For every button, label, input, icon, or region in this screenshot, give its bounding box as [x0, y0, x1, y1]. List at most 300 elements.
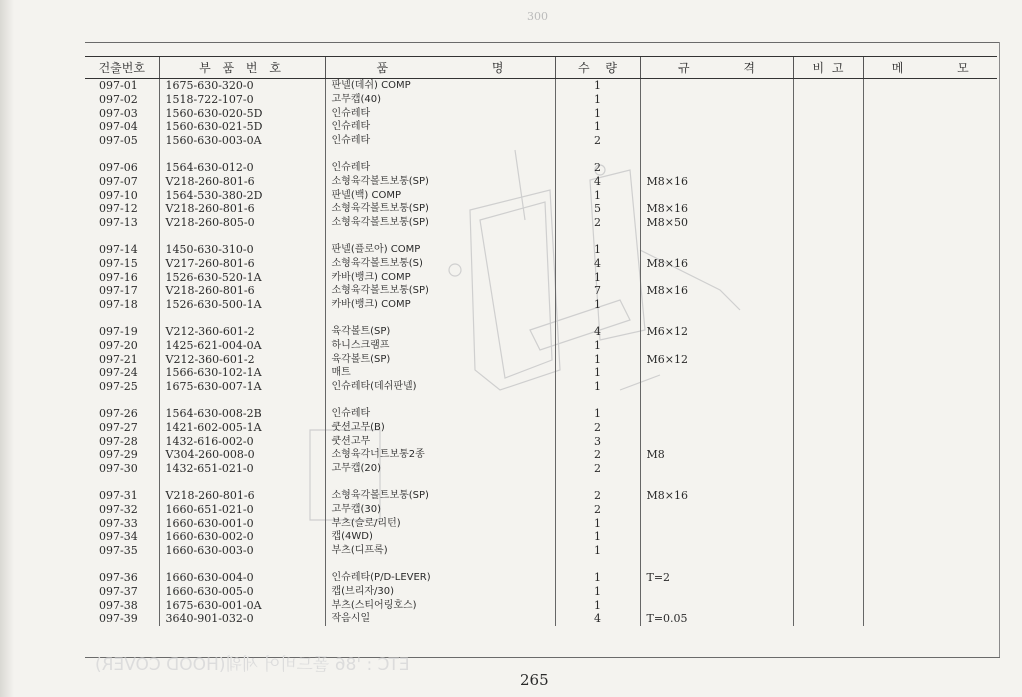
cell-part-number: 1560-630-020-5D	[159, 107, 325, 121]
spacer-cell	[793, 230, 863, 243]
cell-memo	[863, 298, 997, 312]
cell-code: 097-24	[99, 366, 138, 380]
cell-part-number: 1432-616-002-0	[159, 435, 325, 449]
cell-quantity: 4	[555, 612, 640, 626]
cell-quantity: 1	[555, 79, 640, 93]
cell-memo	[863, 353, 997, 367]
table-row	[85, 175, 997, 189]
cell-code: 097-02	[99, 92, 138, 106]
cell-code: 097-19	[99, 324, 138, 338]
table-row	[85, 489, 997, 503]
table-row	[85, 120, 997, 134]
table-row	[85, 79, 997, 93]
table-row	[85, 107, 997, 121]
cell-code: 097-30	[99, 462, 138, 476]
catalog-page	[85, 42, 1000, 662]
cell-part-name: 부츠(스티어링호스)	[325, 599, 555, 613]
cell-spec: M8×50	[640, 216, 793, 230]
cell-code: 097-34	[99, 530, 138, 544]
spacer-cell	[863, 476, 997, 489]
cell-part-number: 1526-630-500-1A	[159, 298, 325, 312]
table-row	[85, 271, 997, 285]
cell-part-name: 소형육각볼트보통(SP)	[325, 489, 555, 503]
cell-quantity: 1	[555, 93, 640, 107]
spacer-cell	[85, 476, 159, 489]
cell-part-name: 인슈레타(데쉬판넬)	[325, 380, 555, 394]
cell-spec: M6×12	[640, 325, 793, 339]
spacer-cell	[863, 394, 997, 407]
group-spacer	[85, 230, 997, 243]
cell-remarks	[793, 202, 863, 216]
cell-memo	[863, 175, 997, 189]
cell-part-number: 1564-530-380-2D	[159, 189, 325, 203]
cell-remarks	[793, 571, 863, 585]
table-row	[85, 407, 997, 421]
cell-remarks	[793, 544, 863, 558]
cell-quantity: 2	[555, 421, 640, 435]
scan-edge-shadow	[0, 0, 14, 697]
footer-caption-mirrored: ETC : '86 폴드비어 세웨(HOOD COVER)	[95, 655, 410, 675]
page-frame-top	[85, 42, 1000, 43]
cell-part-name: 소형육각볼트보통(SP)	[325, 175, 555, 189]
cell-memo	[863, 202, 997, 216]
cell-memo	[863, 93, 997, 107]
cell-quantity: 7	[555, 284, 640, 298]
cell-remarks	[793, 407, 863, 421]
cell-part-name: 고무캡(40)	[325, 93, 555, 107]
cell-memo	[863, 284, 997, 298]
spacer-cell	[555, 230, 640, 243]
spacer-cell	[325, 230, 555, 243]
cell-quantity: 1	[555, 353, 640, 367]
cell-remarks	[793, 107, 863, 121]
cell-spec	[640, 435, 793, 449]
cell-part-number: V212-360-601-2	[159, 353, 325, 367]
cell-remarks	[793, 462, 863, 476]
cell-memo	[863, 120, 997, 134]
spacer-cell	[555, 394, 640, 407]
cell-memo	[863, 107, 997, 121]
cell-remarks	[793, 120, 863, 134]
cell-quantity: 1	[555, 571, 640, 585]
cell-spec	[640, 161, 793, 175]
cell-remarks	[793, 93, 863, 107]
table-row	[85, 421, 997, 435]
cell-memo	[863, 189, 997, 203]
cell-part-number: 1432-651-021-0	[159, 462, 325, 476]
group-spacer	[85, 312, 997, 325]
cell-memo	[863, 489, 997, 503]
cell-remarks	[793, 284, 863, 298]
spacer-cell	[640, 476, 793, 489]
spacer-cell	[85, 394, 159, 407]
spacer-cell	[640, 558, 793, 571]
cell-part-name: 판넬(백) COMP	[325, 189, 555, 203]
cell-code: 097-03	[99, 106, 138, 120]
cell-memo	[863, 462, 997, 476]
cell-memo	[863, 380, 997, 394]
cell-quantity: 2	[555, 216, 640, 230]
cell-part-number: 1526-630-520-1A	[159, 271, 325, 285]
spacer-cell	[159, 312, 325, 325]
cell-part-number: 1660-630-001-0	[159, 517, 325, 531]
cell-part-number: 1660-630-005-0	[159, 585, 325, 599]
cell-spec	[640, 271, 793, 285]
cell-spec	[640, 134, 793, 148]
cell-code: 097-36	[99, 570, 138, 584]
table-row	[85, 202, 997, 216]
cell-memo	[863, 530, 997, 544]
cell-remarks	[793, 421, 863, 435]
cell-part-name: 매트	[325, 366, 555, 380]
cell-code: 097-20	[99, 338, 138, 352]
cell-part-name: 판넬(데쉬) COMP	[325, 79, 555, 93]
cell-quantity: 4	[555, 325, 640, 339]
cell-remarks	[793, 339, 863, 353]
table-row	[85, 284, 997, 298]
group-spacer	[85, 148, 997, 161]
cell-spec	[640, 585, 793, 599]
spacer-cell	[85, 148, 159, 161]
cell-part-name: 인슈레타	[325, 161, 555, 175]
spacer-cell	[640, 230, 793, 243]
table-row	[85, 571, 997, 585]
header-spec: 규 격	[640, 57, 793, 79]
spacer-cell	[555, 148, 640, 161]
cell-part-name: 쿳션고무(B)	[325, 421, 555, 435]
cell-code: 097-38	[99, 598, 138, 612]
cell-part-name: 소형육각너트보통2종	[325, 448, 555, 462]
table-row	[85, 189, 997, 203]
cell-remarks	[793, 134, 863, 148]
cell-code: 097-05	[99, 134, 138, 148]
cell-part-number: 1675-630-001-0A	[159, 599, 325, 613]
spacer-cell	[85, 230, 159, 243]
cell-spec	[640, 530, 793, 544]
cell-spec	[640, 599, 793, 613]
cell-code: 097-18	[99, 298, 138, 312]
cell-part-number: 1560-630-003-0A	[159, 134, 325, 148]
table-row	[85, 544, 997, 558]
table-row	[85, 612, 997, 626]
cell-code: 097-27	[99, 420, 138, 434]
spacer-cell	[863, 148, 997, 161]
cell-quantity: 2	[555, 462, 640, 476]
spacer-cell	[640, 148, 793, 161]
cell-code: 097-15	[99, 256, 138, 270]
cell-memo	[863, 216, 997, 230]
cell-remarks	[793, 257, 863, 271]
cell-quantity: 1	[555, 544, 640, 558]
cell-remarks	[793, 243, 863, 257]
cell-code: 097-32	[99, 502, 138, 516]
cell-part-number: 1560-630-021-5D	[159, 120, 325, 134]
group-spacer	[85, 558, 997, 571]
cell-spec	[640, 421, 793, 435]
cell-quantity: 1	[555, 366, 640, 380]
cell-remarks	[793, 585, 863, 599]
cell-part-number: 1660-651-021-0	[159, 503, 325, 517]
cell-remarks	[793, 216, 863, 230]
cell-part-name: 소형육각볼트보통(SP)	[325, 216, 555, 230]
spacer-cell	[793, 558, 863, 571]
cell-quantity: 1	[555, 380, 640, 394]
cell-part-name: 고무캡(30)	[325, 503, 555, 517]
cell-memo	[863, 612, 997, 626]
cell-spec	[640, 407, 793, 421]
cell-code: 097-33	[99, 516, 138, 530]
cell-remarks	[793, 161, 863, 175]
cell-quantity: 1	[555, 599, 640, 613]
table-row	[85, 216, 997, 230]
cell-spec: T=2	[640, 571, 793, 585]
cell-part-number: 1564-630-012-0	[159, 161, 325, 175]
spacer-cell	[863, 230, 997, 243]
cell-memo	[863, 448, 997, 462]
cell-memo	[863, 571, 997, 585]
cell-part-number: 3640-901-032-0	[159, 612, 325, 626]
spacer-cell	[863, 558, 997, 571]
cell-part-number: 1425-621-004-0A	[159, 339, 325, 353]
cell-memo	[863, 585, 997, 599]
cell-code: 097-37	[99, 584, 138, 598]
cell-part-number: V218-260-801-6	[159, 202, 325, 216]
spacer-cell	[793, 312, 863, 325]
cell-quantity: 1	[555, 339, 640, 353]
page-number: 265	[520, 671, 549, 689]
spacer-cell	[85, 558, 159, 571]
cell-remarks	[793, 325, 863, 339]
cell-quantity: 1	[555, 107, 640, 121]
table-row	[85, 325, 997, 339]
spacer-cell	[325, 394, 555, 407]
spacer-cell	[555, 476, 640, 489]
cell-remarks	[793, 448, 863, 462]
spacer-cell	[793, 476, 863, 489]
cell-part-name: 부츠(디프록)	[325, 544, 555, 558]
cell-memo	[863, 243, 997, 257]
header-remarks: 비 고	[793, 57, 863, 79]
cell-memo	[863, 339, 997, 353]
cell-spec: M8×16	[640, 175, 793, 189]
cell-code: 097-25	[99, 380, 138, 394]
table-row	[85, 366, 997, 380]
cell-part-name: 인슈레타	[325, 134, 555, 148]
cell-part-name: 쿳션고무	[325, 435, 555, 449]
cell-quantity: 2	[555, 161, 640, 175]
cell-code: 097-12	[99, 202, 138, 216]
cell-part-name: 인슈레타(P/D-LEVER)	[325, 571, 555, 585]
table-row	[85, 462, 997, 476]
spacer-cell	[325, 148, 555, 161]
cell-spec	[640, 339, 793, 353]
table-row	[85, 243, 997, 257]
cell-spec: M8×16	[640, 284, 793, 298]
cell-spec	[640, 517, 793, 531]
cell-quantity: 1	[555, 271, 640, 285]
cell-code: 097-13	[99, 216, 138, 230]
cell-quantity: 2	[555, 448, 640, 462]
cell-remarks	[793, 612, 863, 626]
spacer-cell	[640, 312, 793, 325]
cell-memo	[863, 325, 997, 339]
cell-spec: M8	[640, 448, 793, 462]
cell-part-name: 인슈레타	[325, 407, 555, 421]
cell-spec: T=0.05	[640, 612, 793, 626]
cell-quantity: 1	[555, 585, 640, 599]
cell-quantity: 4	[555, 175, 640, 189]
cell-part-number: 1675-630-007-1A	[159, 380, 325, 394]
cell-part-name: 캡(브리자/30)	[325, 585, 555, 599]
table-row	[85, 298, 997, 312]
cell-code: 097-16	[99, 270, 138, 284]
table-header-row	[85, 57, 997, 79]
table-row	[85, 503, 997, 517]
cell-spec	[640, 544, 793, 558]
cell-quantity: 5	[555, 202, 640, 216]
cell-remarks	[793, 175, 863, 189]
header-quantity: 수 량	[555, 57, 640, 79]
spacer-cell	[159, 148, 325, 161]
cell-part-number: V218-260-805-0	[159, 216, 325, 230]
cell-part-number: 1675-630-320-0	[159, 79, 325, 93]
cell-remarks	[793, 380, 863, 394]
cell-code: 097-21	[99, 352, 138, 366]
spacer-cell	[159, 230, 325, 243]
cell-part-name: 부츠(슬로/리턴)	[325, 517, 555, 531]
cell-remarks	[793, 366, 863, 380]
spacer-cell	[793, 394, 863, 407]
cell-code: 097-07	[99, 174, 138, 188]
cell-code: 097-28	[99, 434, 138, 448]
cell-code: 097-39	[99, 612, 138, 626]
cell-memo	[863, 366, 997, 380]
cell-code: 097-04	[99, 120, 138, 134]
cell-spec: M6×12	[640, 353, 793, 367]
cell-code: 097-10	[99, 188, 138, 202]
cell-spec	[640, 243, 793, 257]
cell-part-name: 하니스크램프	[325, 339, 555, 353]
cell-memo	[863, 544, 997, 558]
cell-quantity: 1	[555, 530, 640, 544]
spacer-cell	[640, 394, 793, 407]
cell-part-name: 작음시일	[325, 612, 555, 626]
cell-remarks	[793, 517, 863, 531]
table-row	[85, 93, 997, 107]
cell-quantity: 1	[555, 407, 640, 421]
cell-quantity: 2	[555, 489, 640, 503]
cell-part-name: 카바(뱅크) COMP	[325, 271, 555, 285]
cell-part-name: 고무캡(20)	[325, 462, 555, 476]
cell-part-number: 1518-722-107-0	[159, 93, 325, 107]
table-row	[85, 585, 997, 599]
page-frame-right	[999, 42, 1000, 657]
cell-part-name: 인슈레타	[325, 120, 555, 134]
spacer-cell	[159, 476, 325, 489]
cell-part-number: V218-260-801-6	[159, 175, 325, 189]
cell-memo	[863, 407, 997, 421]
cell-remarks	[793, 489, 863, 503]
cell-quantity: 3	[555, 435, 640, 449]
cell-code: 097-29	[99, 448, 138, 462]
cell-remarks	[793, 298, 863, 312]
cell-spec	[640, 120, 793, 134]
table-row	[85, 599, 997, 613]
cell-memo	[863, 517, 997, 531]
cell-spec	[640, 462, 793, 476]
cell-memo	[863, 161, 997, 175]
cell-part-number: 1660-630-002-0	[159, 530, 325, 544]
spacer-cell	[325, 558, 555, 571]
cell-quantity: 2	[555, 503, 640, 517]
cell-code: 097-06	[99, 160, 138, 174]
cell-part-name: 판넬(플로아) COMP	[325, 243, 555, 257]
cell-part-name: 캡(4WD)	[325, 530, 555, 544]
cell-code: 097-01	[99, 79, 138, 92]
cell-part-name: 육각볼트(SP)	[325, 325, 555, 339]
cell-remarks	[793, 503, 863, 517]
cell-part-name: 소형육각볼트보통(S)	[325, 257, 555, 271]
table-row	[85, 353, 997, 367]
cell-memo	[863, 134, 997, 148]
table-row	[85, 517, 997, 531]
cell-spec	[640, 503, 793, 517]
cell-remarks	[793, 79, 863, 93]
cell-part-number: V217-260-801-6	[159, 257, 325, 271]
cell-part-number: 1660-630-003-0	[159, 544, 325, 558]
header-part-number: 부 품 번 호	[159, 57, 325, 79]
cell-part-number: V218-260-801-6	[159, 284, 325, 298]
cell-memo	[863, 599, 997, 613]
group-spacer	[85, 476, 997, 489]
header-code: 건출번호	[85, 57, 159, 79]
spacer-cell	[555, 312, 640, 325]
cell-part-name: 소형육각볼트보통(SP)	[325, 202, 555, 216]
table-row	[85, 435, 997, 449]
cell-memo	[863, 271, 997, 285]
cell-spec	[640, 189, 793, 203]
cell-quantity: 4	[555, 257, 640, 271]
spacer-cell	[325, 476, 555, 489]
spacer-cell	[85, 312, 159, 325]
cell-memo	[863, 79, 997, 93]
cell-part-name: 육각볼트(SP)	[325, 353, 555, 367]
spacer-cell	[159, 394, 325, 407]
cell-part-number: V304-260-008-0	[159, 448, 325, 462]
cell-quantity: 1	[555, 298, 640, 312]
cell-spec	[640, 107, 793, 121]
table-row	[85, 339, 997, 353]
cell-part-number: V218-260-801-6	[159, 489, 325, 503]
parts-table	[85, 56, 997, 626]
cell-quantity: 1	[555, 120, 640, 134]
cell-memo	[863, 503, 997, 517]
cell-part-name: 카바(뱅크) COMP	[325, 298, 555, 312]
cell-code: 097-26	[99, 406, 138, 420]
cell-remarks	[793, 599, 863, 613]
table-row	[85, 257, 997, 271]
header-memo: 메 모	[863, 57, 997, 79]
cell-code: 097-17	[99, 284, 138, 298]
cell-remarks	[793, 189, 863, 203]
cell-part-number: 1564-630-008-2B	[159, 407, 325, 421]
spacer-cell	[863, 312, 997, 325]
group-spacer	[85, 394, 997, 407]
cell-code: 097-31	[99, 488, 138, 502]
cell-spec	[640, 79, 793, 93]
cell-remarks	[793, 435, 863, 449]
spacer-cell	[793, 148, 863, 161]
